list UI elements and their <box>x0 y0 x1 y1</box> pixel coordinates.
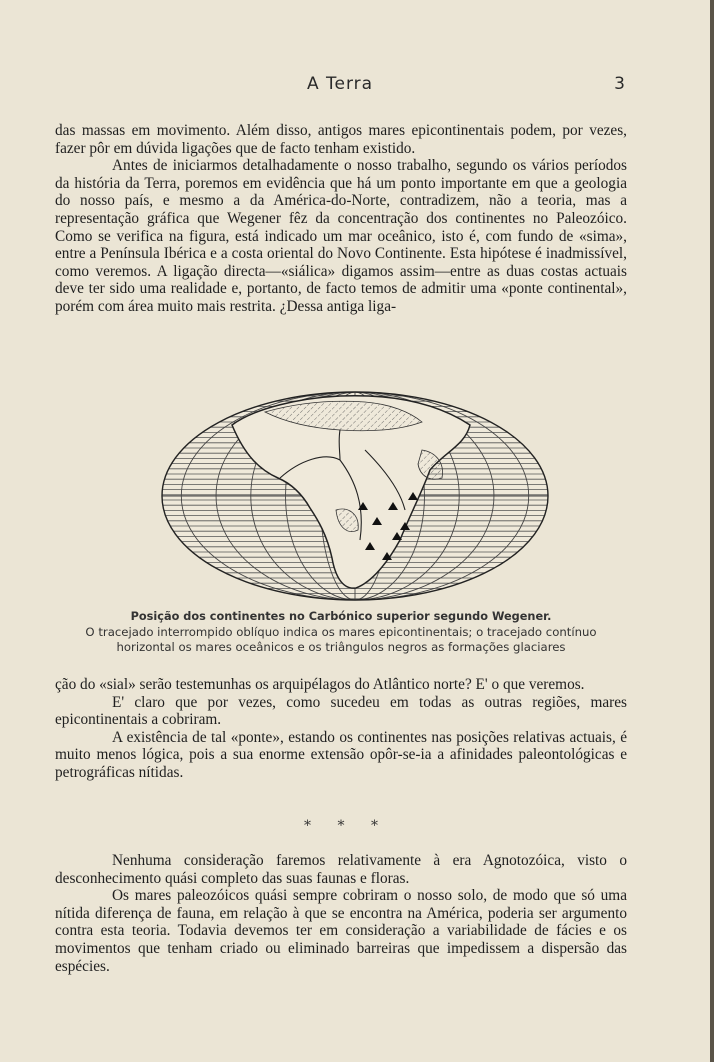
body-text-top <box>55 122 627 316</box>
world-map-figure <box>160 390 550 603</box>
page-number: 3 <box>614 74 625 94</box>
paragraph: A existência de tal «ponte», estando os continentes nas posições relativas actuais, é muito menos lógica, pois a sua enorme extensão opôr-se-ia a afinidades paleontológicas e petrográficas nítidas. <box>55 728 627 781</box>
paragraph: das massas em movimento. Além disso, antigos mares epicontinentais podem, por vezes, fazer pôr em dúvida ligações que de facto tenham existido. <box>55 122 627 157</box>
paragraph: E' claro que por vezes, como sucedeu em todas as outras regiões, mares epicontinentais a cobriram. <box>55 693 627 729</box>
chapter-title: A Terra <box>306 74 374 94</box>
paragraph: Antes de iniciarmos detalhadamente o nosso trabalho, segundo os vários períodos da história da Terra, poremos em evidência que há um ponto importante em que a geologia do nosso país, e mesmo a da América-do-Norte, contradizem, não a teoria, mas a representação gráfica que Wegener fêz da concentração dos continentes no Paleozóico. Como se verifica na figura, está indicado um mar oceânico, isto é, com fundo de «sima», entre a Península Ibérica e a costa oriental do Novo Continente. Esta hipótese é inadmissível, como veremos. A ligação directa—«siálica» digamos assim—entre as duas costas actuais deve ter sido uma realidade e, portanto, de facto temos de admitir uma «ponte continental», porém com área muito mais restrita. ¿Dessa antiga liga- <box>55 157 627 315</box>
figure-caption-text: O tracejado interrompido oblíquo indica os mares epicontinentais; o tracejado contínuo horizontal os mares oceânicos e os triângulos negros as formações glaciares <box>85 625 597 654</box>
paragraph: ção do «sial» serão testemunhas os arquipélagos do Atlântico norte? E' o que veremos. <box>55 676 585 693</box>
figure-caption-title: Posição dos continentes no Carbónico superior segundo Wegener. <box>130 610 552 623</box>
paragraph: Nenhuma consideração faremos relativamente à era Agnotozóica, visto o desconhecimento quási completo das suas faunas e floras. <box>55 852 627 887</box>
section-separator: * * * <box>304 818 378 834</box>
paragraph: Os mares paleozóicos quási sempre cobriram o nosso solo, de modo que só uma nítida diferença de fauna, em relação à que se encontra na América, poderia ser argumento contra esta teoria. Todavia devemos ter em consideração a variabilidade de fácies e os movimentos que tenham criado ou eliminado barreiras que impedissem a dispersão das espécies. <box>55 887 627 975</box>
body-text-bottom <box>55 852 627 975</box>
running-head <box>55 74 625 96</box>
body-text-middle <box>55 676 627 782</box>
